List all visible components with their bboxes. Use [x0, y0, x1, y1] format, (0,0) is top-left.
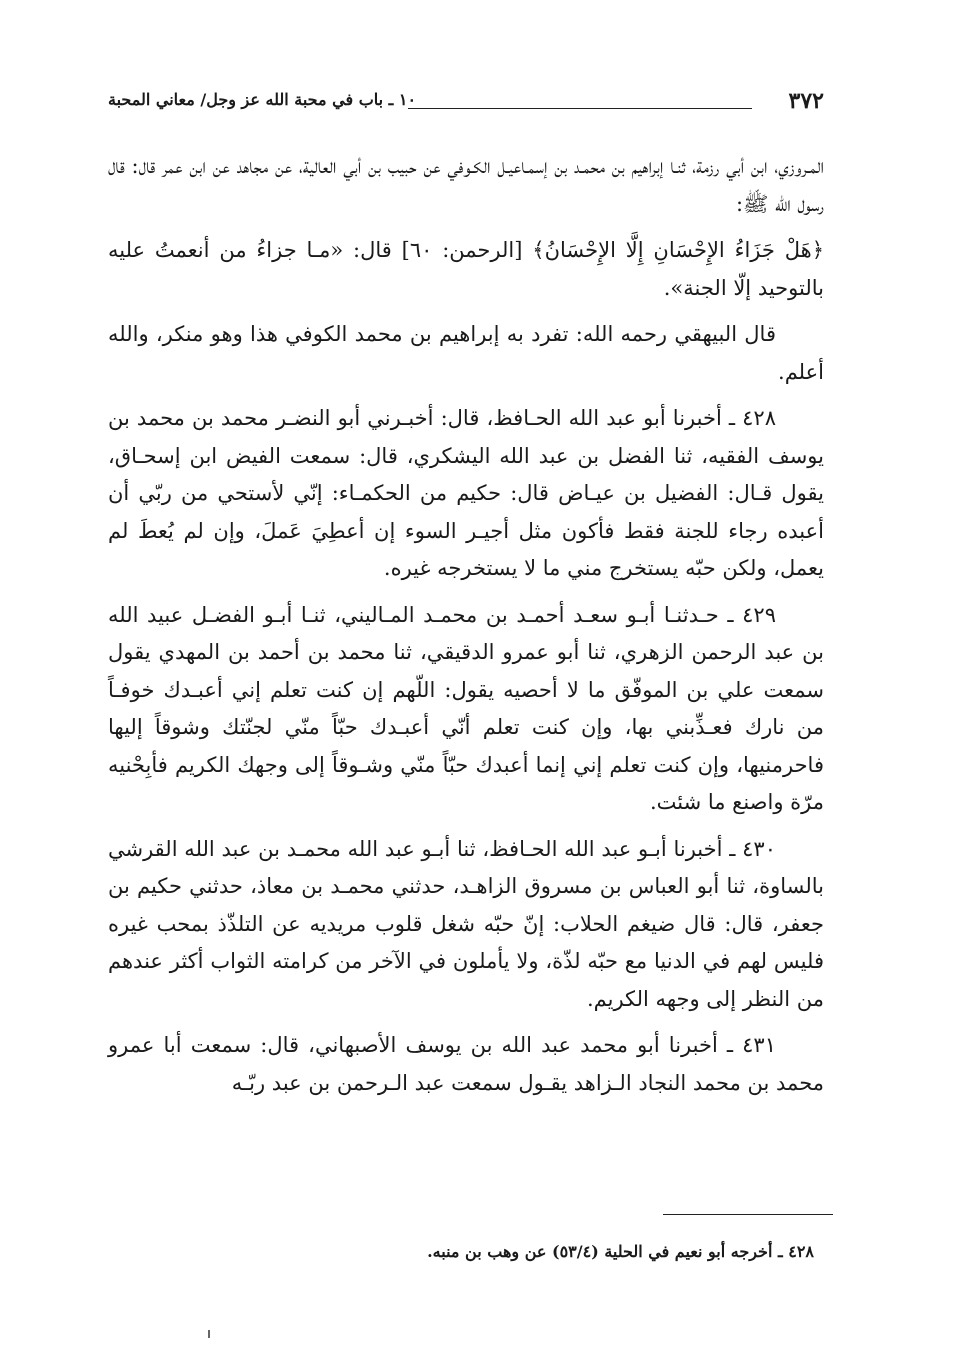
footnote: ٤٢٨ ـ أخرجه أبو نعيم في الحلية (٥٣/٤) عن وهب بن منبه.: [427, 1242, 814, 1261]
header-rule: [408, 108, 752, 109]
paragraph-bayhaqi-note: قال البيهقي رحمه الله: تفرد به إبراهيم بن محمد الكوفي هذا وهو منكر، والله أعلم.: [108, 322, 824, 384]
footnote-rule: [663, 1214, 833, 1215]
paragraph-continuation: المـروزي، ابن أبي رزمة، ثنـا إبراهيم بن محمـد بن إسمـاعيـل الكـوفي عن حبيب بن أبي العالية، عن مجاهد عن ابن عمر قال: قال رسول الله ﷺ:: [108, 154, 824, 216]
page-header: [108, 86, 824, 116]
paragraph-quran-verse: ﴿هَلْ جَزَاءُ الإِحْسَانِ إِلَّا الإِحْسَانُ﴾ [الرحمن: ٦٠] قال: «مـا جزاءُ من أنعمتُ عليه بالتوحيد إلّا الجنة».: [108, 238, 824, 300]
scan-mark: [208, 1330, 210, 1338]
paragraph-hadith-430: ٤٣٠ ـ أخبرنا أبـو عبد الله الحـافظ، ثنا أبـو عبد الله محمـد بن عبد الله القرشي بالساوة، ثنا أبو العباس بن مسروق الزاهـد، حدثني محمـد بن معاذ، حدثني حكيم بن جعفر، قال: قال ضيغم الحلاب: إنّ حبّه شغل قلوب مريديه عن التلذّذ بمحب غيره فليس لهم في الدنيا مع حبّه لذّة، ولا يأملون في الآخر من كرامته الثواب أكثر عندهم من النظر إلى وجهه الكريم.: [108, 836, 824, 1011]
page-number: ٣٧٢: [788, 88, 824, 114]
paragraph-hadith-428: ٤٢٨ ـ أخبرنا أبو عبد الله الحـافظ، قال: أخبـرني أبو النضـر محمد بن محمد بن يوسف الفقيه، ثنا الفضل بن عبد الله اليشكري، قال: سمعت الفيض ابن إسحـاق، يقول قـال: الفضيل بن عيـاض قال: حكيم من الحكمـاء: إنّي لأستحي من ربّي أن أعبده رجاء للجنة فقط فأكون مثل أجيـر السوء إن أعطِيَ عَملَ، وإن لم يُعطَ لم يعمل، ولكن حبّه يستخرج مني ما لا يستخرجه غيره.: [108, 406, 824, 580]
paragraph-hadith-429: ٤٢٩ ـ حـدثنـا أبـو سعـد أحمـد بن محمـد المـاليني، ثنـا أبـو الفضـل عبيد الله بن عبد الرحمن الزهري، ثنا أبو عمرو الدقيقي، ثنا محمد بن أحمد بن المهدي يقول سمعت علي بن الموفّق ما لا أحصيه يقول: اللّهم إن كنت تعلم إني أعبـدك خوفـاً من نارك فعـذِّبني بها، وإن كنت تعلم أنّي أعبـدك حبّاً منّي لجنّتك وشوقاً إليها فاحرمنيها، وإن كنت تعلم إني إنما أعبدك حبّاً منّي وشـوقاً إلى وجهك الكريم فأبِحْنيه مرّة واصنع ما شئت.: [108, 602, 824, 814]
main-text: [108, 148, 824, 1111]
paragraph-hadith-431: ٤٣١ ـ أخبرنا أبو محمد عبد الله بن يوسف الأصبهاني، قال: سمعت أبا عمرو محمد بن محمد النجاد الـزاهد يقـول سمعت عبد الـرحمن بن عبد ربّـه: [108, 1033, 824, 1095]
running-title: ١٠ ـ باب في محبة الله عز وجل/ معاني المحبة: [108, 90, 417, 109]
